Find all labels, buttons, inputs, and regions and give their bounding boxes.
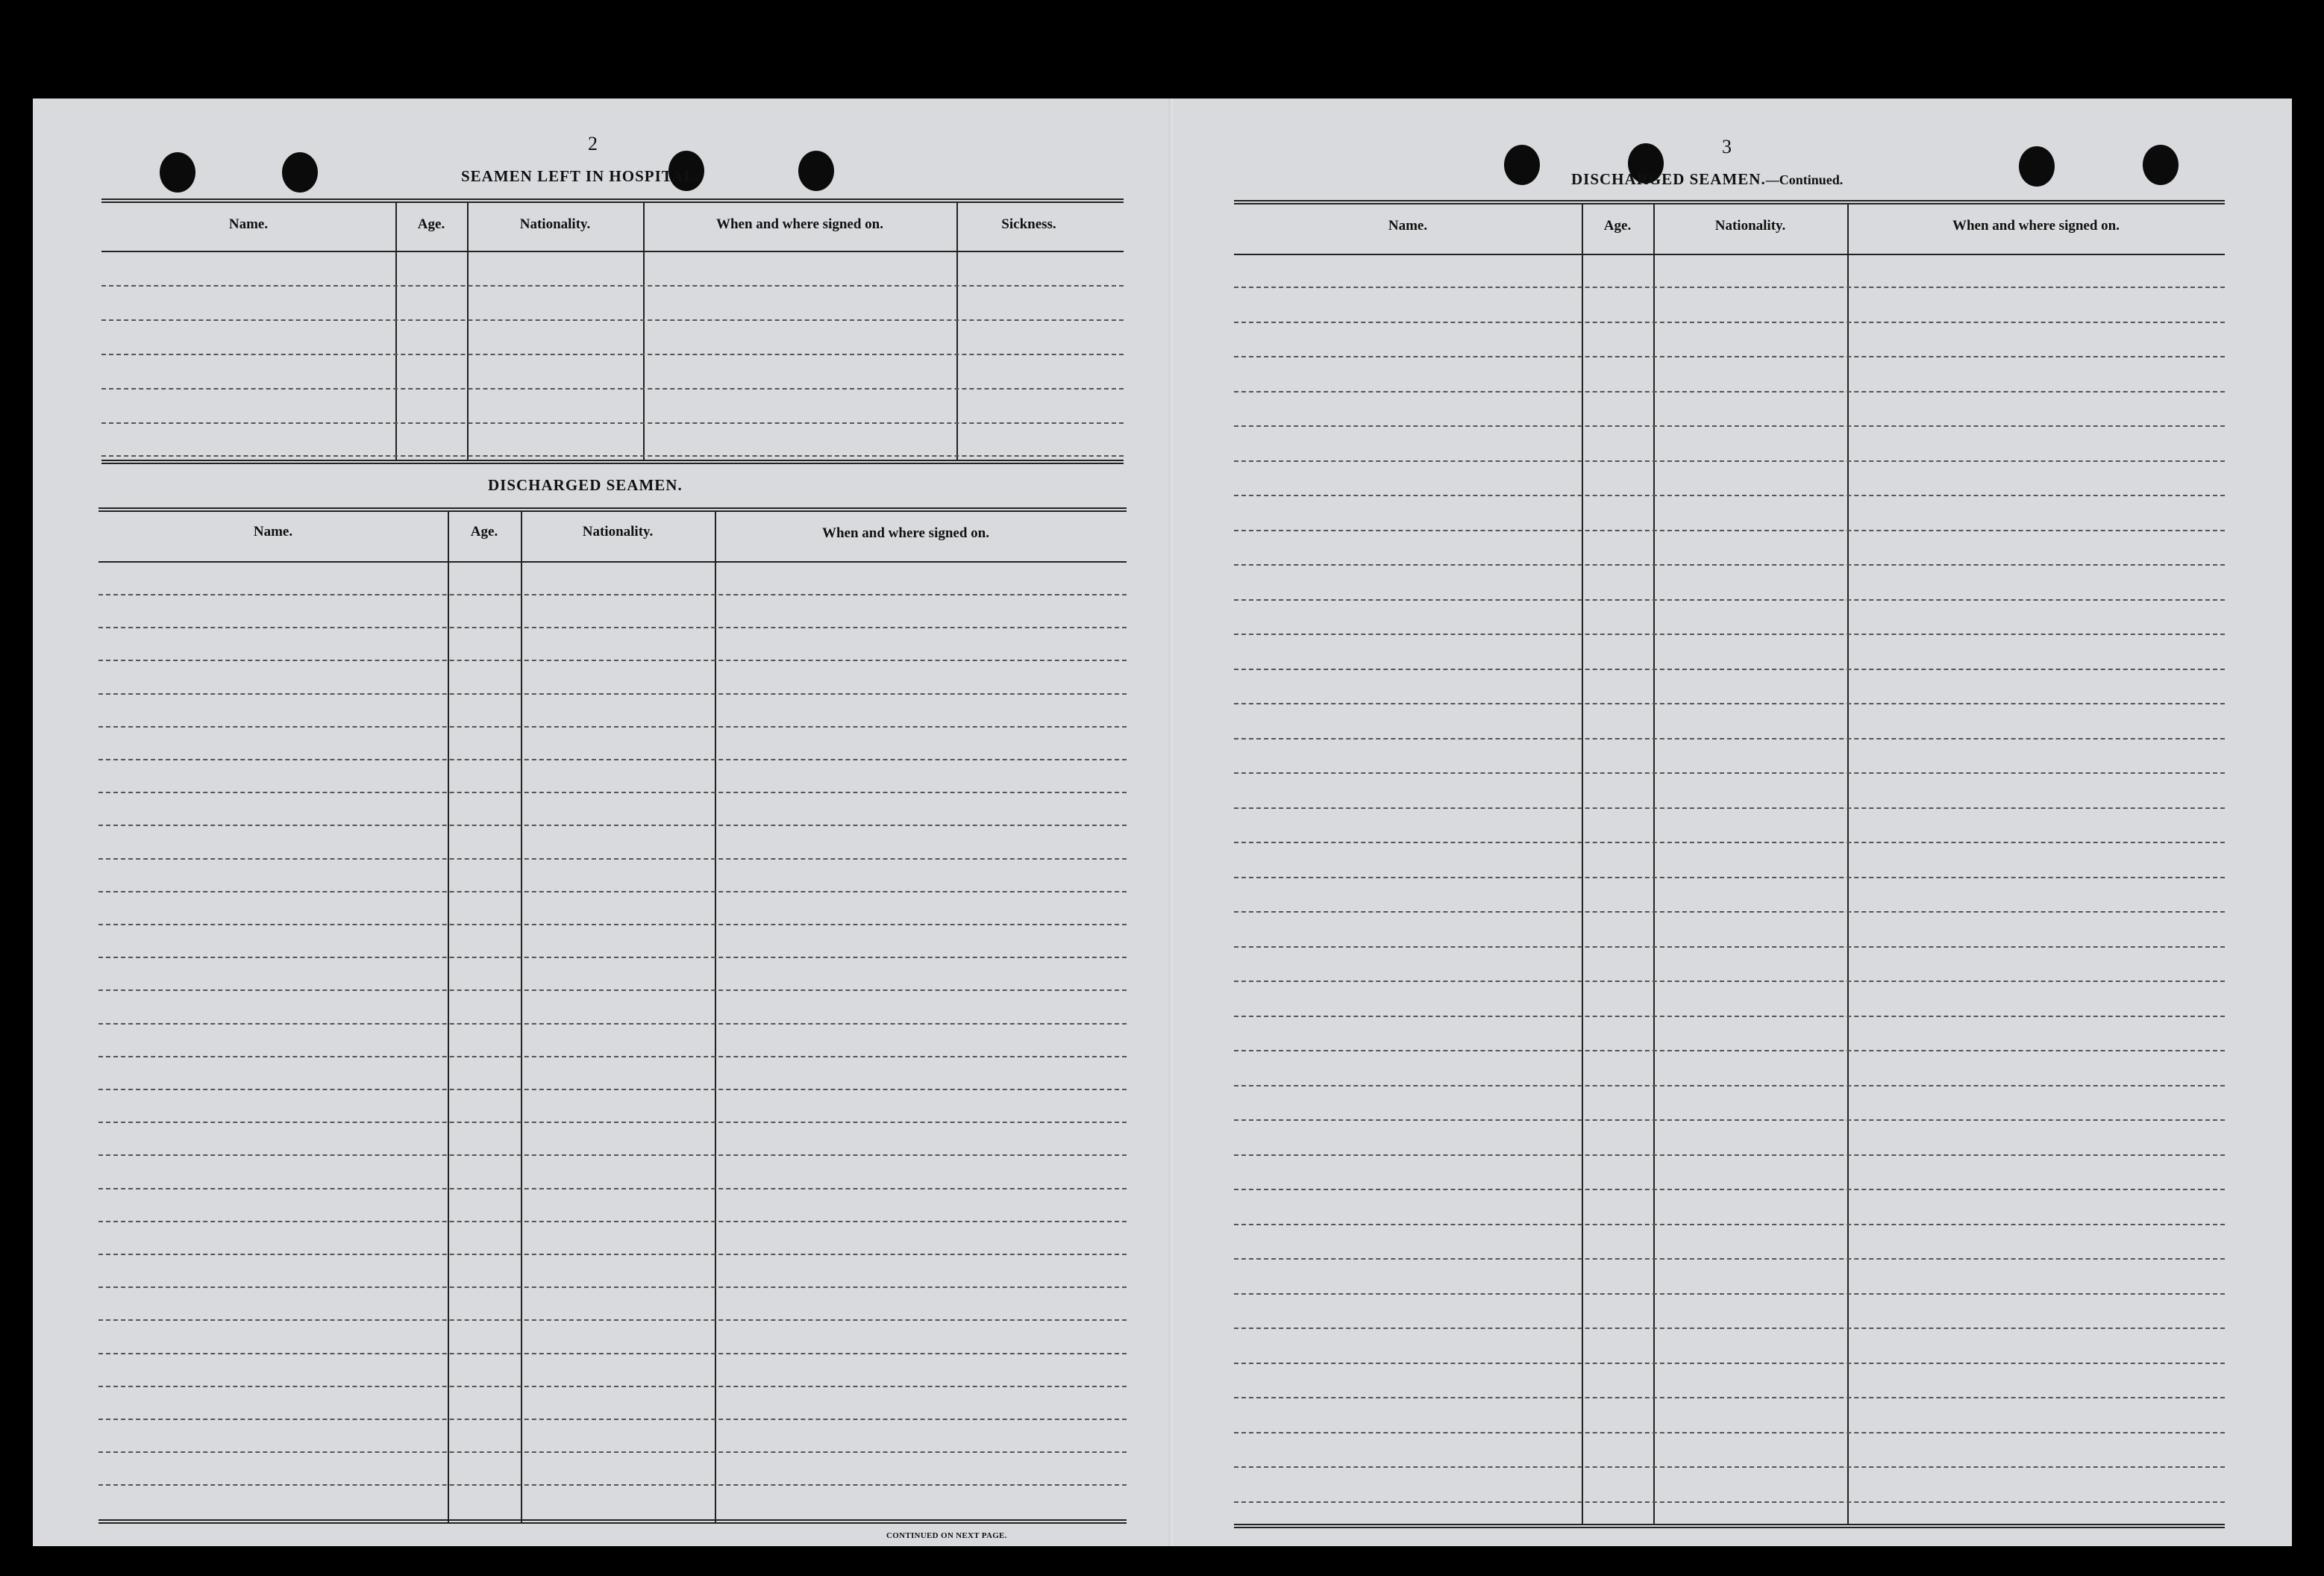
col-header-nationality: Nationality. [1714, 218, 1786, 234]
blank-row-line [1234, 564, 2225, 566]
blank-row-line [98, 1023, 1127, 1025]
punch-hole [798, 151, 834, 191]
col-header-signed-on: When and where signed on. [715, 216, 883, 232]
blank-row-line [98, 726, 1127, 728]
blank-row-line [98, 924, 1127, 925]
blank-row-line [98, 1484, 1127, 1486]
left-page [33, 98, 1173, 1546]
blank-row-line [1234, 530, 2225, 531]
blank-row-line [98, 825, 1127, 826]
blank-row-line [1234, 356, 2225, 357]
punch-hole [160, 152, 195, 193]
blank-row-line [1234, 1363, 2225, 1364]
blank-row-line [98, 1319, 1127, 1321]
blank-row-line [1234, 1016, 2225, 1017]
blank-row-line [1234, 287, 2225, 288]
hospital-section-title: SEAMEN LEFT IN HOSPITAL. [461, 167, 700, 185]
blank-row-line [1234, 807, 2225, 809]
page-number: 2 [588, 133, 598, 154]
col-header-age: Age. [470, 524, 498, 540]
blank-row-line [98, 1122, 1127, 1123]
blank-row-line [1234, 669, 2225, 670]
col-header-signed-on: When and where signed on. [1952, 218, 2120, 234]
blank-row-line [1234, 1397, 2225, 1398]
col-header-age: Age. [1603, 218, 1632, 234]
blank-row-line [98, 627, 1127, 628]
blank-row-line [1234, 460, 2225, 462]
blank-row-line [98, 1154, 1127, 1156]
blank-row-line [1234, 1328, 2225, 1329]
blank-row-line [1234, 1293, 2225, 1295]
blank-row-line [1234, 1050, 2225, 1051]
blank-row-line [98, 989, 1127, 991]
blank-row-line [1234, 495, 2225, 496]
continued-note: CONTINUED ON NEXT PAGE. [886, 1531, 1007, 1540]
blank-row-line [1234, 1432, 2225, 1433]
punch-hole [1504, 145, 1540, 185]
blank-row-line [98, 1254, 1127, 1255]
punch-hole [2143, 145, 2179, 185]
blank-row-line [1234, 981, 2225, 982]
blank-row-line [1234, 877, 2225, 878]
blank-row-line [1234, 1258, 2225, 1260]
blank-row-line [1234, 634, 2225, 635]
blank-row-line [1234, 842, 2225, 843]
blank-row-line [1234, 391, 2225, 393]
discharged-section-title: DISCHARGED SEAMEN. [488, 476, 683, 494]
blank-row-line [1234, 772, 2225, 774]
col-header-name: Name. [228, 216, 269, 232]
blank-row-line [98, 1188, 1127, 1189]
col-header-name: Name. [1388, 218, 1428, 234]
col-header-signed-on: When and where signed on. [821, 525, 989, 541]
blank-row-line [98, 1221, 1127, 1222]
punch-hole [282, 152, 318, 193]
page-number: 3 [1722, 136, 1732, 157]
blank-row-line [98, 1451, 1127, 1453]
blank-row-line [98, 759, 1127, 760]
blank-row-line [98, 1353, 1127, 1354]
blank-row-line [98, 693, 1127, 695]
blank-row-line [1234, 1189, 2225, 1190]
blank-row-line [98, 1286, 1127, 1288]
col-header-nationality: Nationality. [582, 524, 654, 540]
blank-row-line [98, 1089, 1127, 1090]
blank-row-line [1234, 1154, 2225, 1156]
col-header-sickness: Sickness. [1001, 216, 1056, 232]
blank-row-line [98, 660, 1127, 661]
blank-row-line [98, 1386, 1127, 1387]
punch-hole [2019, 146, 2055, 187]
blank-row-line [1234, 911, 2225, 913]
col-header-name: Name. [253, 524, 293, 540]
blank-row-line [98, 792, 1127, 793]
blank-row-line [1234, 599, 2225, 601]
blank-row-line [98, 1419, 1127, 1420]
blank-row-line [98, 891, 1127, 892]
blank-row-line [1234, 322, 2225, 323]
col-header-age: Age. [417, 216, 445, 232]
blank-row-line [98, 957, 1127, 958]
blank-row-line [1234, 1119, 2225, 1121]
right-page [1173, 98, 2292, 1546]
blank-row-line [98, 858, 1127, 860]
blank-row-line [1234, 1501, 2225, 1503]
blank-row-line [1234, 425, 2225, 427]
blank-row-line [1234, 703, 2225, 704]
blank-row-line [98, 1056, 1127, 1057]
blank-row-line [1234, 1224, 2225, 1225]
col-header-nationality: Nationality. [519, 216, 591, 232]
blank-row-line [1234, 738, 2225, 739]
blank-row-line [1234, 1085, 2225, 1086]
discharged-continued-title: DISCHARGED SEAMEN.—Continued. [1571, 170, 1844, 188]
blank-row-line [98, 594, 1127, 595]
blank-row-line [1234, 946, 2225, 948]
blank-row-line [1234, 1466, 2225, 1468]
